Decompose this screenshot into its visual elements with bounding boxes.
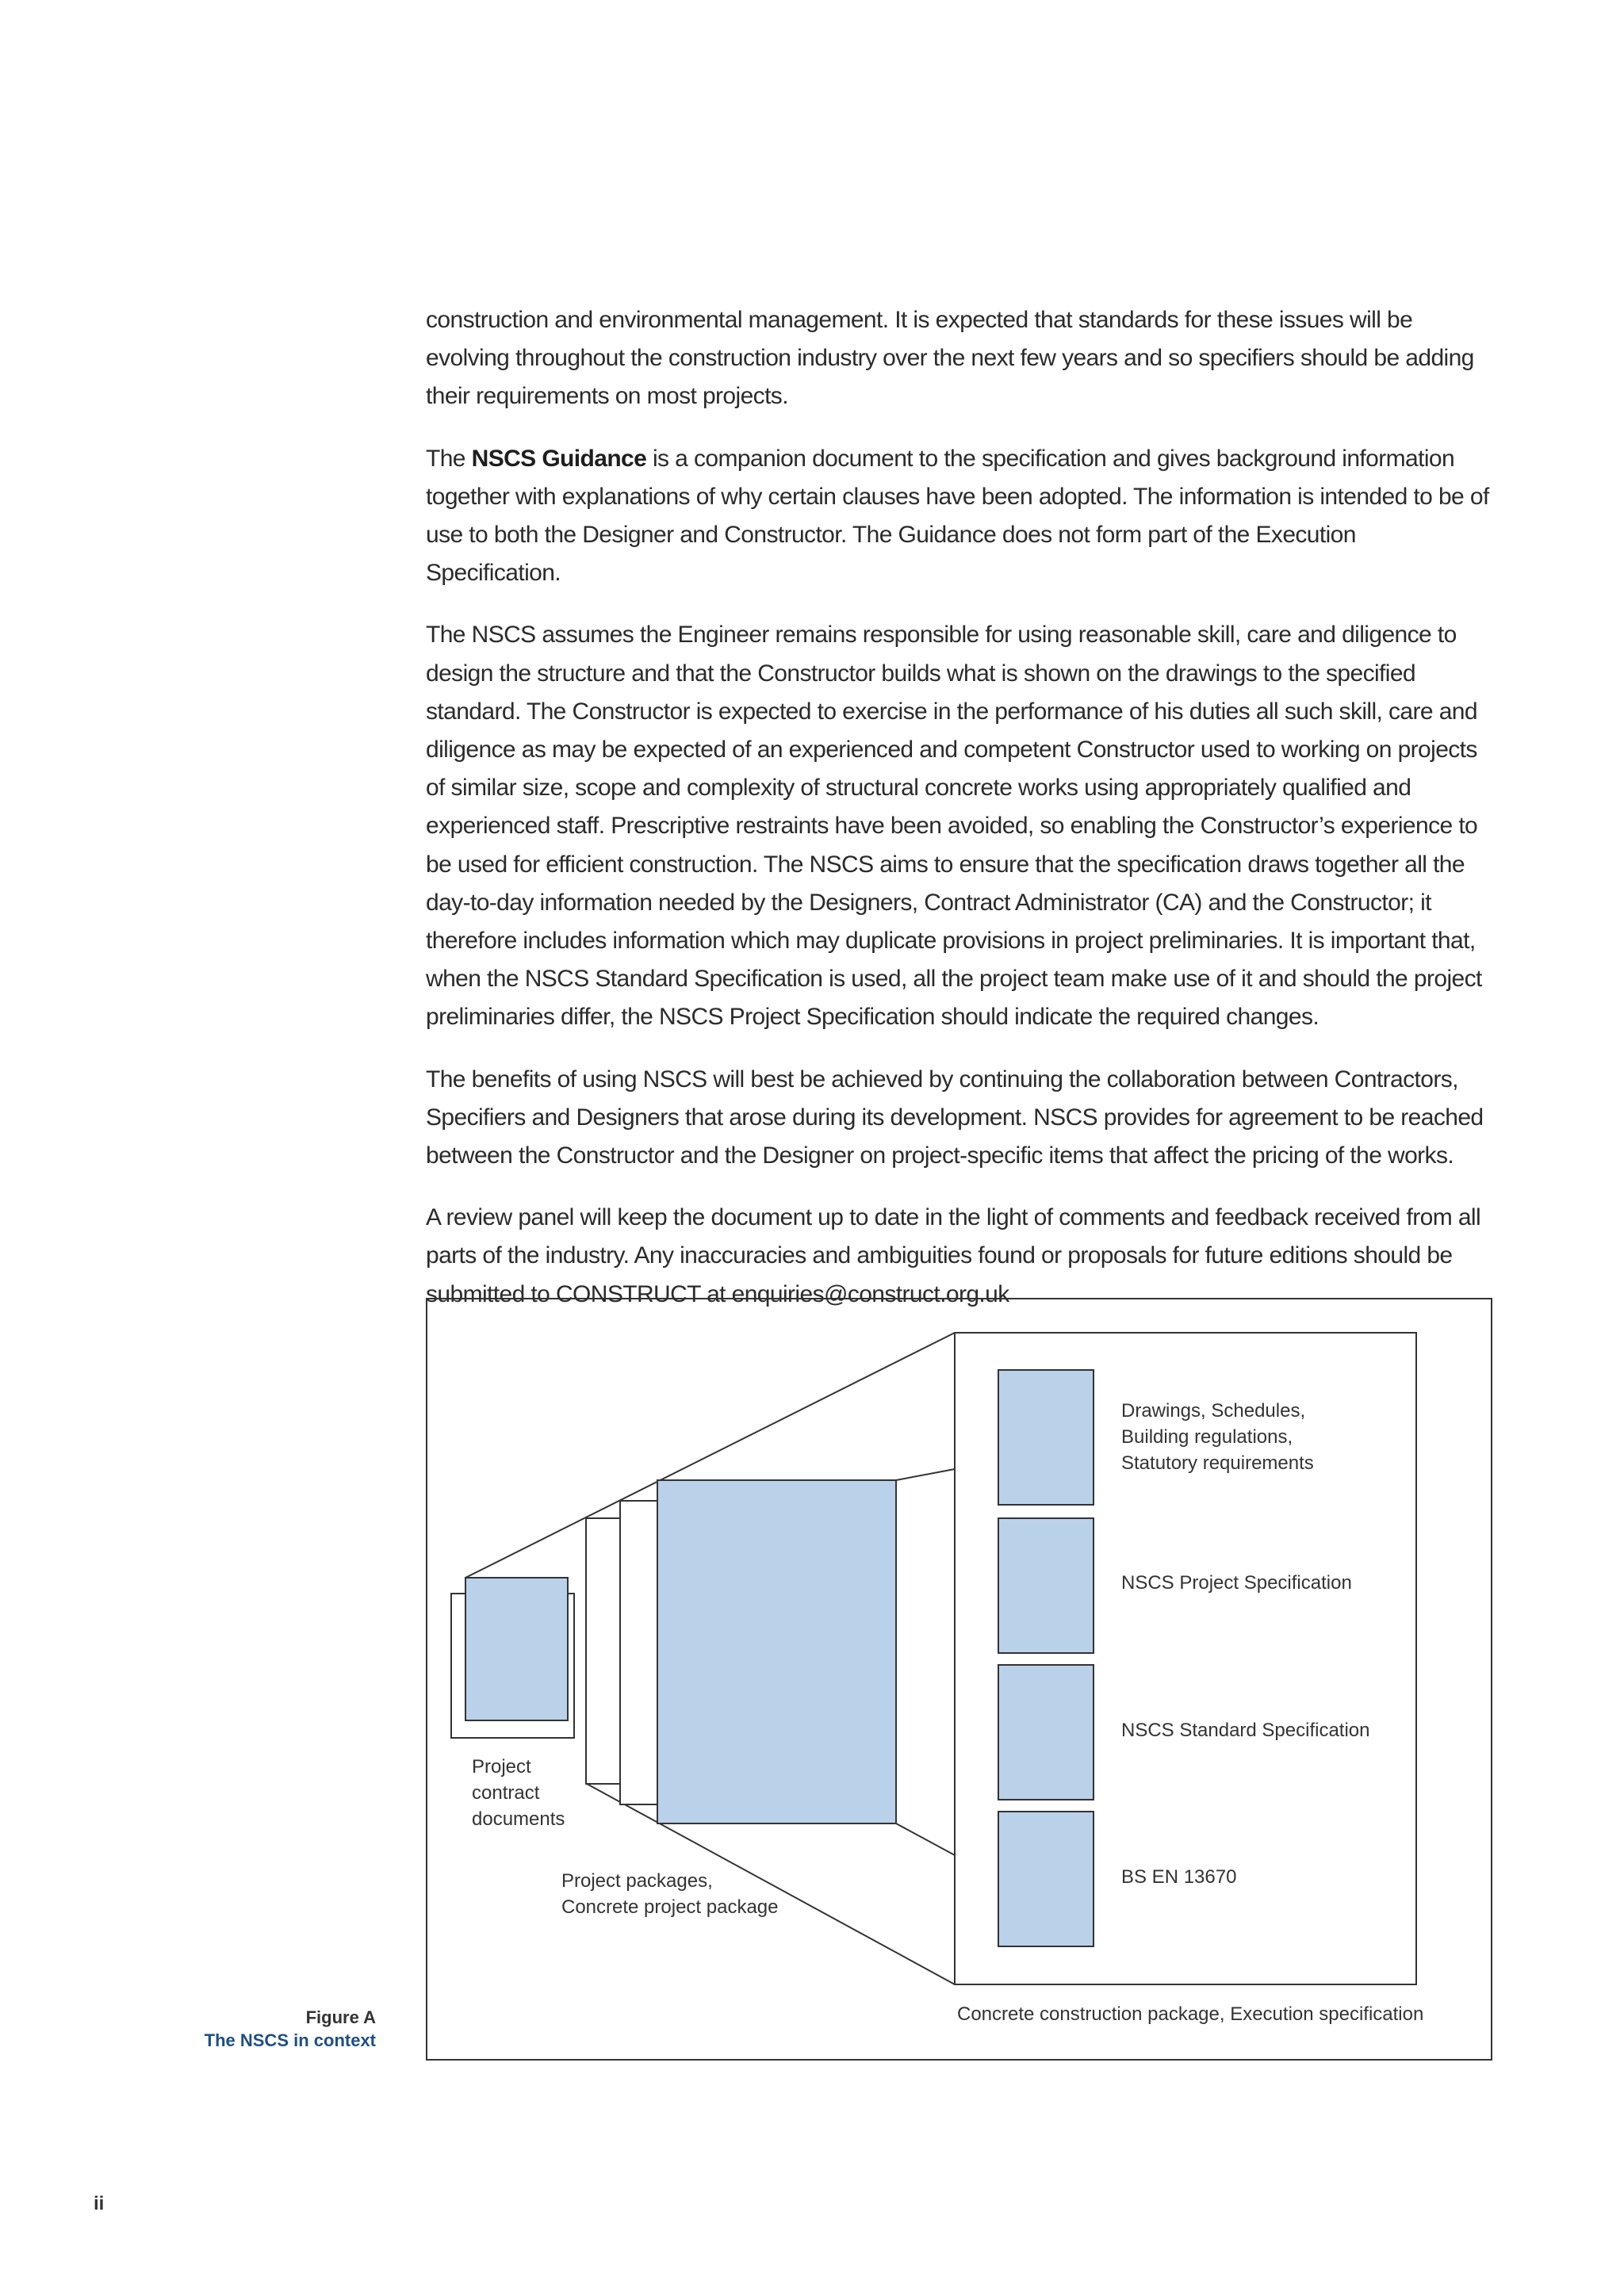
bs-en-block (998, 1812, 1094, 1946)
project-spec-block (998, 1518, 1094, 1653)
figure-number: Figure A (305, 2007, 376, 2027)
contract-doc-front (465, 1578, 568, 1720)
drawings-block (998, 1370, 1094, 1505)
label-project-packages: Project packages, Concrete project package (561, 1870, 779, 1918)
paragraph-4: The benefits of using NSCS will best be achieved by continuing the collaboration between Contractors, Specifiers and Designers that arose during its development. NSCS provides for agreement to be reached between the Constructor and the Designer on project-specific items that affect the pricing of the works. (426, 1066, 1484, 1169)
figure-caption (119, 2006, 376, 2052)
paragraph-2-lead: The (426, 445, 472, 472)
label-nscs-standard-specification: NSCS Standard Specification (1121, 1720, 1370, 1741)
label-nscs-project-specification: NSCS Project Specification (1121, 1572, 1352, 1594)
figure-title: The NSCS in context (204, 2030, 376, 2050)
standard-spec-block (998, 1665, 1094, 1800)
paragraph-2-rest: is a companion document to the specification and gives background information together with explanations of why certain clauses have been adopted. The information is intended to be of use to both the Designer and Constructor. The Guidance does not form part of the Execution Specification. (426, 445, 1489, 587)
projection-line-top-right (896, 1469, 955, 1480)
label-bs-en-13670: BS EN 13670 (1121, 1866, 1237, 1888)
nscs-guidance-bold: NSCS Guidance (471, 445, 647, 472)
concrete-project-package (657, 1480, 896, 1823)
package-back-1 (586, 1518, 622, 1784)
paragraph-5: A review panel will keep the document up to date in the light of comments and feedback received from all parts of the industry. Any inaccuracies and ambiguities found or proposals for future editions should be submitted to CONSTRUCT at enquiries@construct.org.uk (426, 1204, 1481, 1307)
label-project-contract-documents: Project contract documents (472, 1756, 565, 1830)
paragraph-1: construction and environmental management. It is expected that standards for these issues will be evolving throughout the construction industry over the next few years and so specifiers should be adding their requirements on most projects. (426, 307, 1474, 410)
page-number: ii (94, 2193, 105, 2214)
package-back-2 (620, 1501, 658, 1804)
label-drawings-schedules: Drawings, Schedules, Building regulations, Statutory requirements (1121, 1400, 1314, 1474)
label-execution-specification: Concrete construction package, Execution specification (957, 2003, 1424, 2025)
projection-line-bottom-right (896, 1823, 955, 1855)
paragraph-3: The NSCS assumes the Engineer remains responsible for using reasonable skill, care and diligence to design the structure and that the Constructor builds what is shown on the drawings to the specified standard. The Constructor is expected to exercise in the performance of his duties all such skill, care and diligence as may be expected of an experienced and competent Constructor used to working on projects of similar size, scope and complexity of structural concrete works using appropriately qualified and experienced staff. Prescriptive restraints have been avoided, so enabling the Constructor’s experience to be used for efficient construction. The NSCS aims to ensure that the specification draws together all the day-to-day information needed by the Designers, Contract Administrator (CA) and the Constructor; it therefore includes information which may duplicate provisions in project preliminaries. It is important that, when the NSCS Standard Specification is used, all the project team make use of it and should the project preliminaries differ, the NSCS Project Specification should indicate the required changes. (426, 622, 1482, 1031)
